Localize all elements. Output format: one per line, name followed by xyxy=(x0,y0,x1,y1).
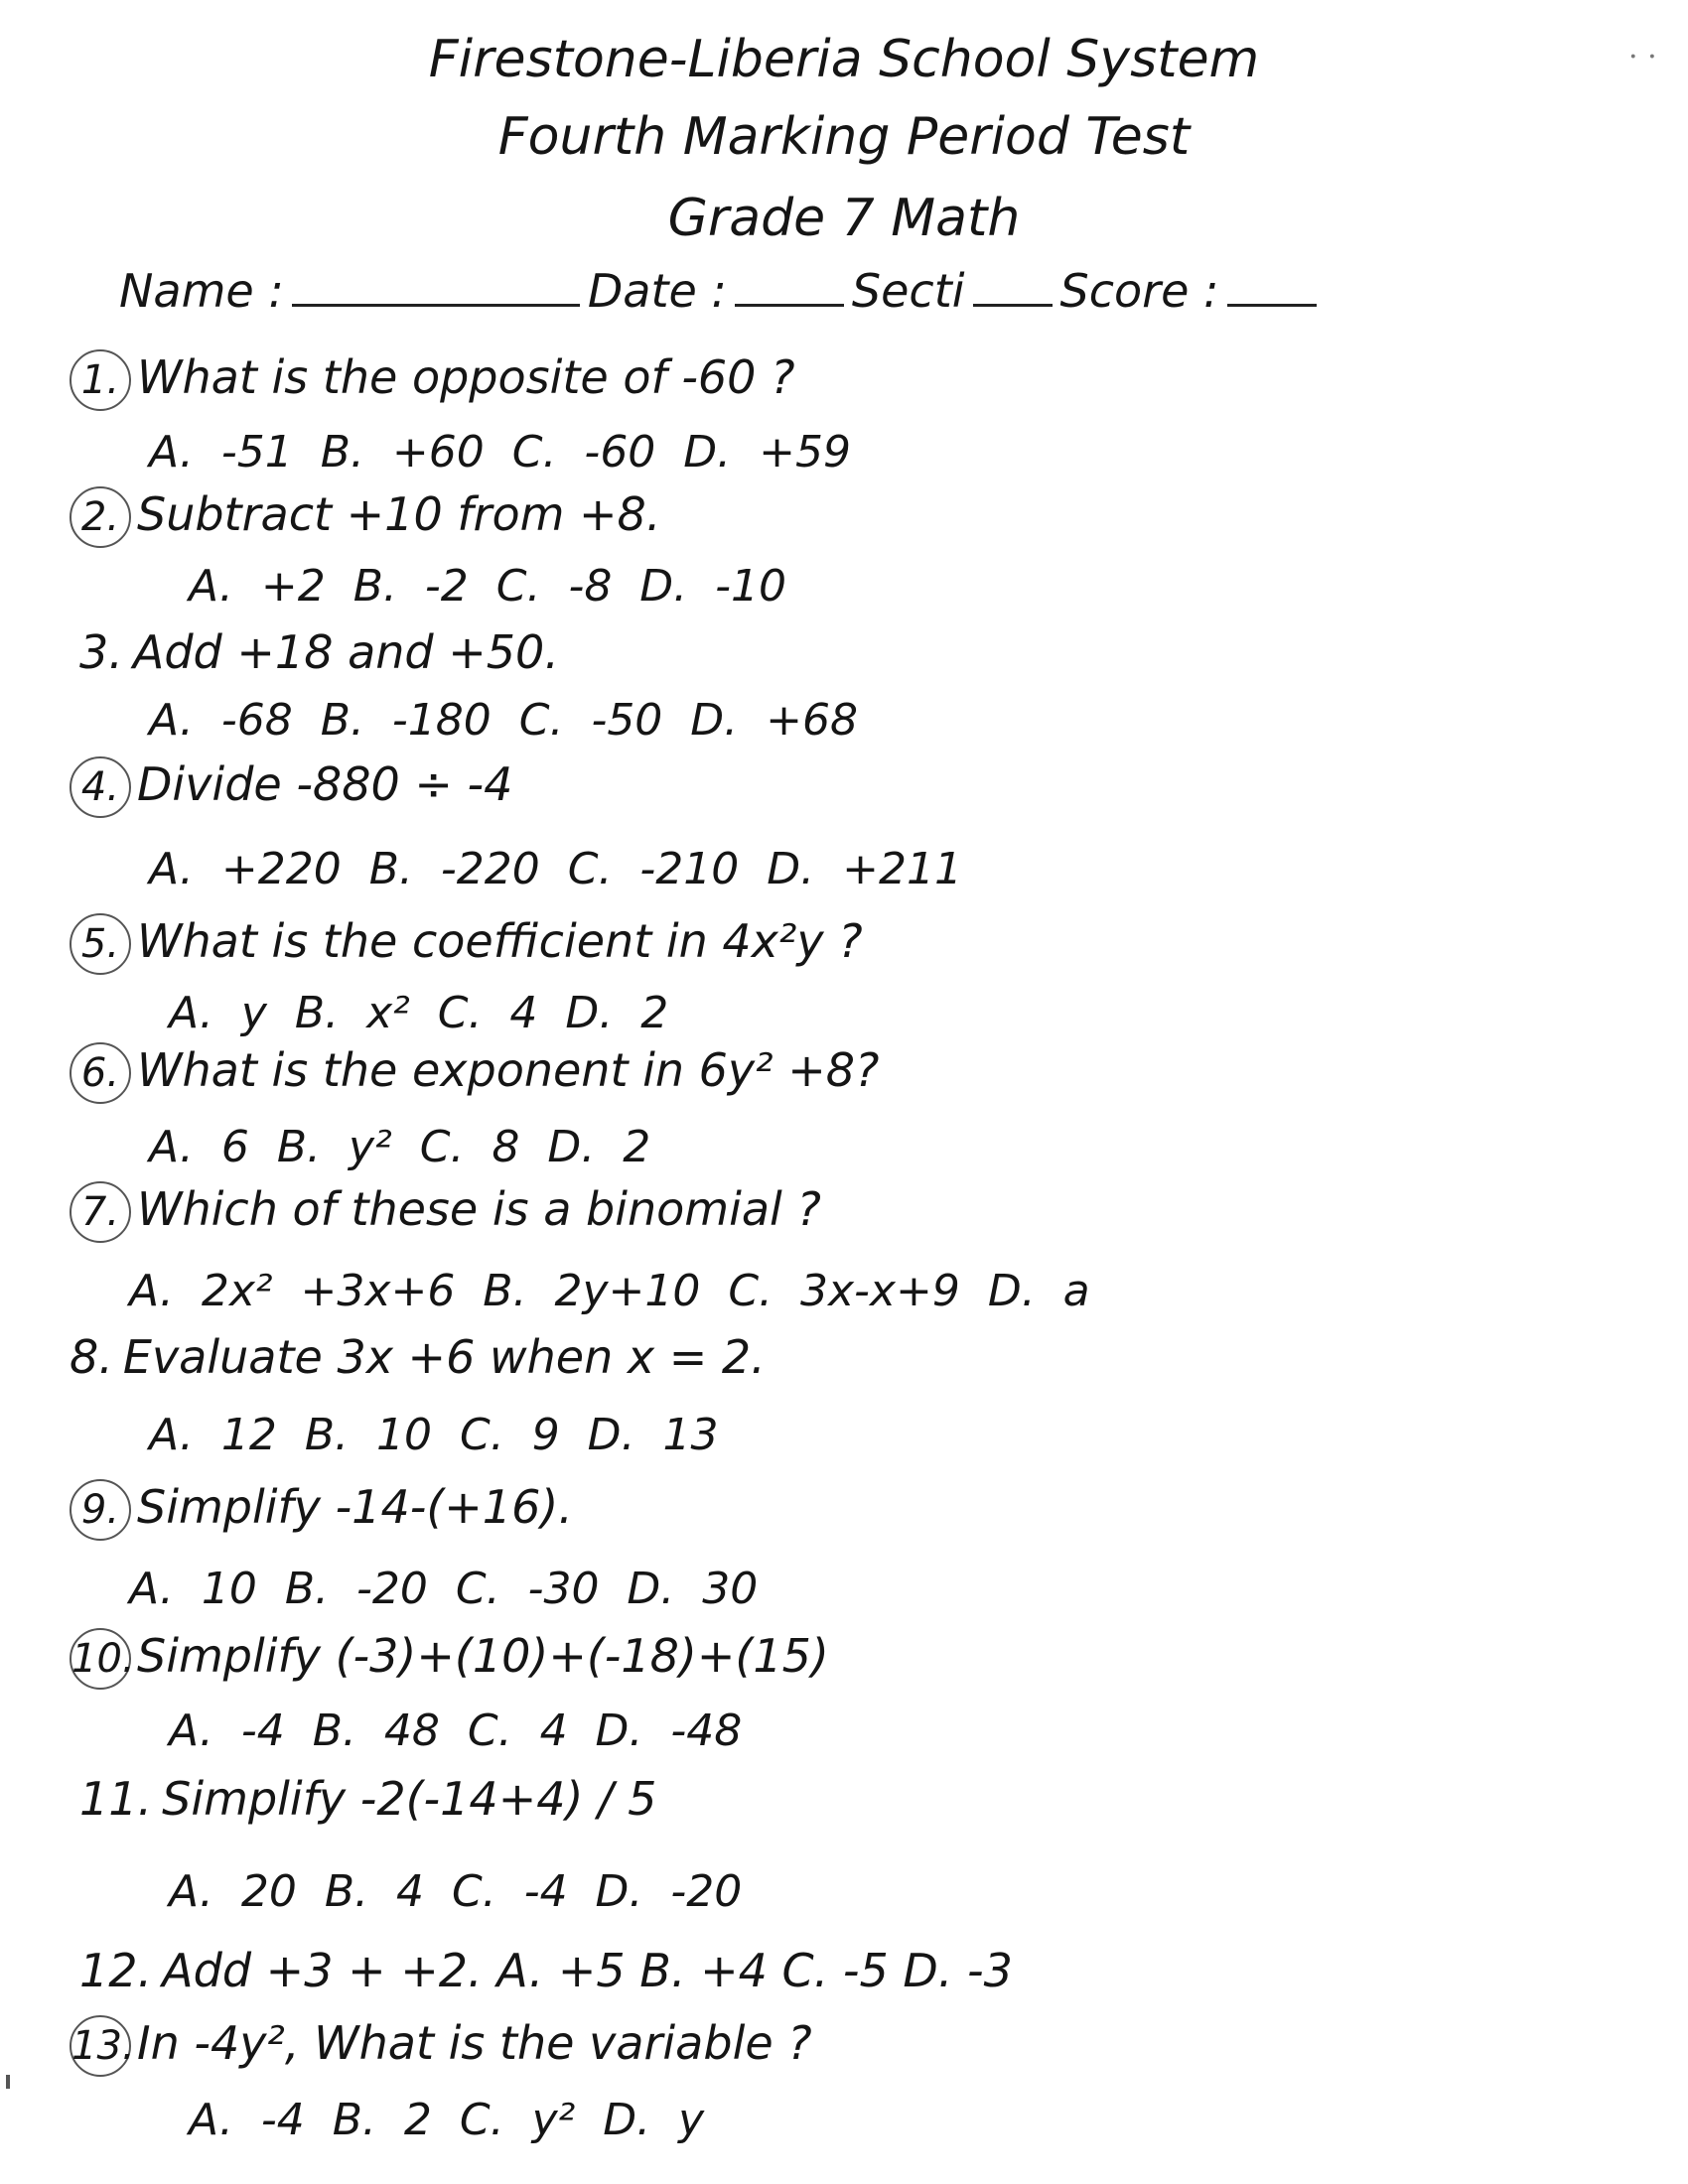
question-number: 9. xyxy=(70,1479,131,1541)
question-number: 8. xyxy=(70,1330,113,1384)
question-3 xyxy=(79,625,559,679)
question-10 xyxy=(70,1628,829,1690)
answers-2: A. +2 B. -2 C. -8 D. -10 xyxy=(189,561,787,612)
question-text: What is the opposite of -60 ? xyxy=(137,350,795,404)
answers-10: A. -4 B. 48 C. 4 D. -48 xyxy=(169,1706,743,1756)
question-text: Which of these is a binomial ? xyxy=(137,1182,821,1236)
name-label: Name : xyxy=(119,264,284,318)
question-number: 13. xyxy=(70,2015,131,2077)
answers-13: A. -4 B. 2 C. y² D. y xyxy=(189,2095,705,2145)
answers-11: A. 20 B. 4 C. -4 D. -20 xyxy=(169,1866,743,1917)
score-blank xyxy=(1227,304,1317,307)
school-title: Firestone-Liberia School System xyxy=(428,30,1260,89)
question-5 xyxy=(70,913,863,975)
question-text: What is the coefficient in 4x²y ? xyxy=(137,914,863,968)
question-text: Simplify (-3)+(10)+(-18)+(15) xyxy=(137,1629,829,1683)
question-13 xyxy=(70,2015,812,2077)
answers-1: A. -51 B. +60 C. -60 D. +59 xyxy=(149,427,851,478)
answers-8: A. 12 B. 10 C. 9 D. 13 xyxy=(149,1410,719,1460)
question-number: 10. xyxy=(70,1628,131,1690)
question-text: Add +3 + +2. A. +5 B. +4 C. -5 D. -3 xyxy=(162,1944,1013,1997)
name-blank xyxy=(292,304,580,307)
question-12 xyxy=(79,1944,1013,1997)
section-label: Secti xyxy=(851,264,965,318)
question-text: Divide -880 ÷ -4 xyxy=(137,757,513,811)
grade-title: Grade 7 Math xyxy=(667,189,1021,248)
answers-5: A. y B. x² C. 4 D. 2 xyxy=(169,988,669,1038)
question-text: Simplify -2(-14+4) / 5 xyxy=(162,1772,657,1826)
date-blank xyxy=(735,304,844,307)
date-label: Date : xyxy=(587,264,727,318)
question-text: Add +18 and +50. xyxy=(132,625,559,679)
question-2 xyxy=(70,486,660,548)
question-text: In -4y², What is the variable ? xyxy=(137,2016,812,2070)
answers-4: A. +220 B. -220 C. -210 D. +211 xyxy=(149,844,962,894)
answers-9: A. 10 B. -20 C. -30 D. 30 xyxy=(129,1564,759,1614)
question-6 xyxy=(70,1042,879,1104)
question-number: 12. xyxy=(79,1944,153,1997)
question-7 xyxy=(70,1181,821,1243)
section-blank xyxy=(973,304,1053,307)
question-4 xyxy=(70,756,512,818)
answers-6: A. 6 B. y² C. 8 D. 2 xyxy=(149,1122,651,1172)
question-1 xyxy=(70,349,795,411)
question-text: Simplify -14-(+16). xyxy=(137,1480,573,1534)
question-number: 4. xyxy=(70,756,131,818)
question-8 xyxy=(70,1330,766,1384)
answers-3: A. -68 B. -180 C. -50 D. +68 xyxy=(149,695,858,746)
scan-dots: · · xyxy=(1628,40,1657,74)
student-info-row xyxy=(119,264,1489,318)
answers-7: A. 2x² +3x+6 B. 2y+10 C. 3x-x+9 D. a xyxy=(129,1266,1090,1316)
question-number: 6. xyxy=(70,1042,131,1104)
score-label: Score : xyxy=(1059,264,1219,318)
test-title: Fourth Marking Period Test xyxy=(497,107,1191,167)
question-text: What is the exponent in 6y² +8? xyxy=(137,1043,880,1097)
question-text: Subtract +10 from +8. xyxy=(137,487,661,541)
question-number: 3. xyxy=(79,625,123,679)
question-number: 5. xyxy=(70,913,131,975)
scan-edge-mark xyxy=(6,2075,10,2089)
question-number: 1. xyxy=(70,349,131,411)
question-9 xyxy=(70,1479,573,1541)
question-11 xyxy=(79,1772,656,1826)
question-number: 2. xyxy=(70,486,131,548)
question-number: 7. xyxy=(70,1181,131,1243)
question-number: 11. xyxy=(79,1772,153,1826)
question-text: Evaluate 3x +6 when x = 2. xyxy=(122,1330,766,1384)
